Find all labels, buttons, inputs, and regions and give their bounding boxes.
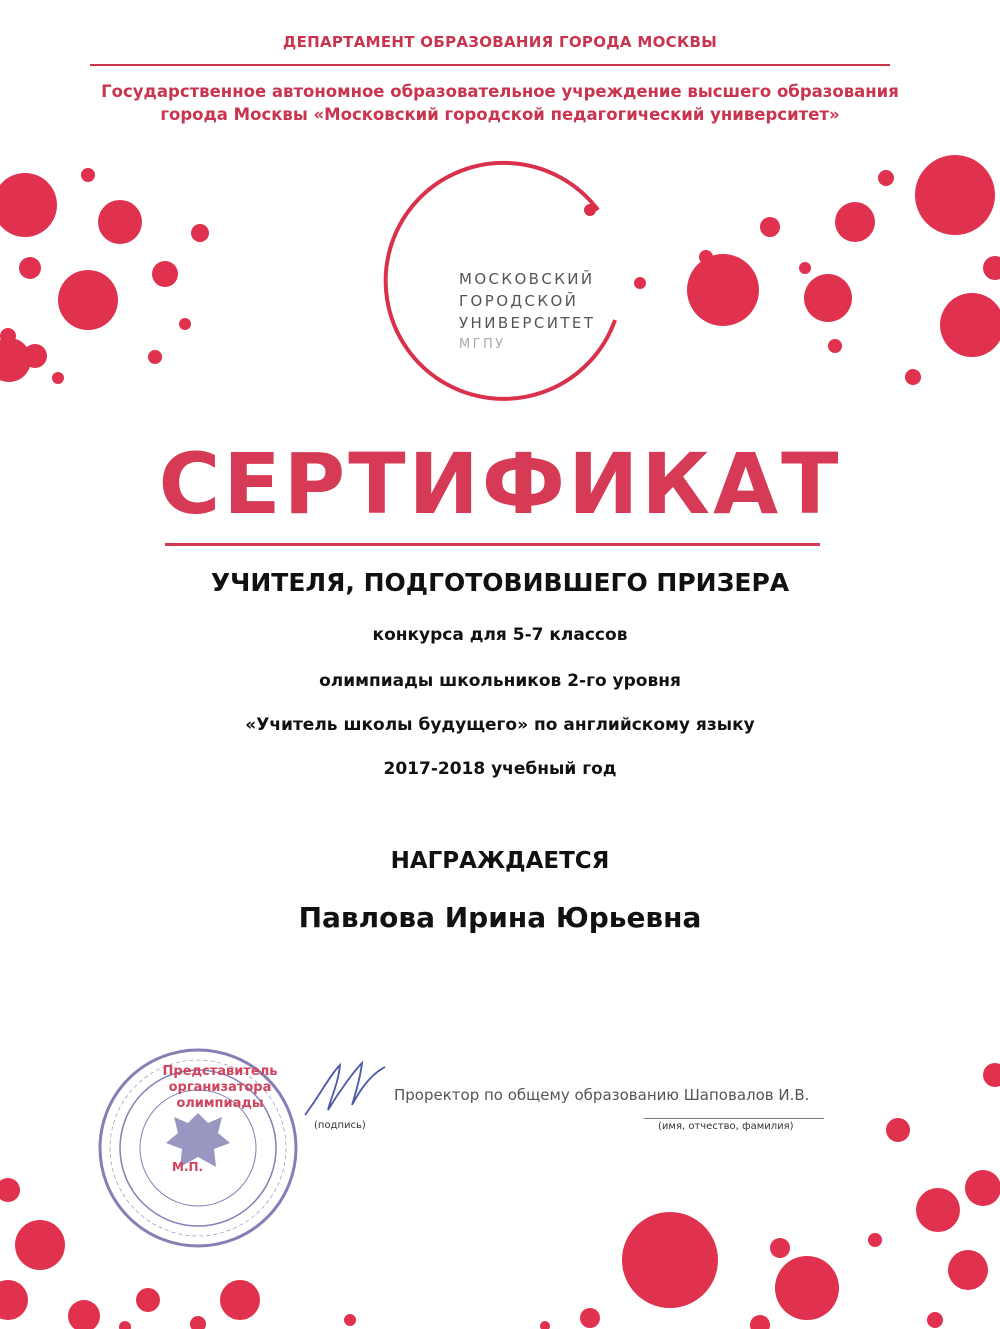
institution-line-2: города Москвы «Московский городской педагогический университет» [160,105,840,124]
department-title: ДЕПАРТАМЕНТ ОБРАЗОВАНИЯ ГОРОДА МОСКВЫ [282,33,718,51]
certificate-title: СЕРТИФИКАТ [158,435,842,533]
stamp-note-line-1: Представитель [162,1064,278,1079]
logo-line-2: ГОРОДСКОЙ [459,292,579,310]
contest-line: конкурса для 5-7 классов [372,625,628,645]
logo-abbreviation: МГПУ [459,337,506,352]
institution-line-1: Государственное автономное образовательное учреждение высшего образования [101,82,899,101]
olympiad-name-line: «Учитель школы будущего» по английскому языку [245,715,755,735]
logo-line-3: УНИВЕРСИТЕТ [459,314,596,332]
institution-name [0,80,1000,126]
recipient-name: Павлова Ирина Юрьевна [298,901,702,934]
signature-caption: (подпись) [314,1120,366,1131]
stamp-note-line-3: олимпиады [176,1096,264,1111]
header-divider [90,64,890,66]
school-year-line: 2017-2018 учебный год [383,759,617,779]
handwritten-signature [300,1055,390,1125]
signer-underline [644,1118,824,1119]
awarded-label: НАГРАЖДАЕТСЯ [390,848,610,874]
stamp-note-line-2: организатора [168,1080,272,1095]
logo-line-1: МОСКОВСКИЙ [459,270,595,288]
title-underline [165,543,820,546]
organizer-representative-note [150,1064,290,1112]
stamp-place-label: М.П. [172,1160,204,1174]
university-logo-text [459,268,595,356]
signer-name: Проректор по общему образованию Шаповалов И.В. [394,1086,810,1104]
olympiad-line: олимпиады школьников 2-го уровня [319,671,681,691]
signer-caption: (имя, отчество, фамилия) [658,1121,794,1132]
certificate-subtitle: УЧИТЕЛЯ, ПОДГОТОВИВШЕГО ПРИЗЕРА [210,568,790,597]
